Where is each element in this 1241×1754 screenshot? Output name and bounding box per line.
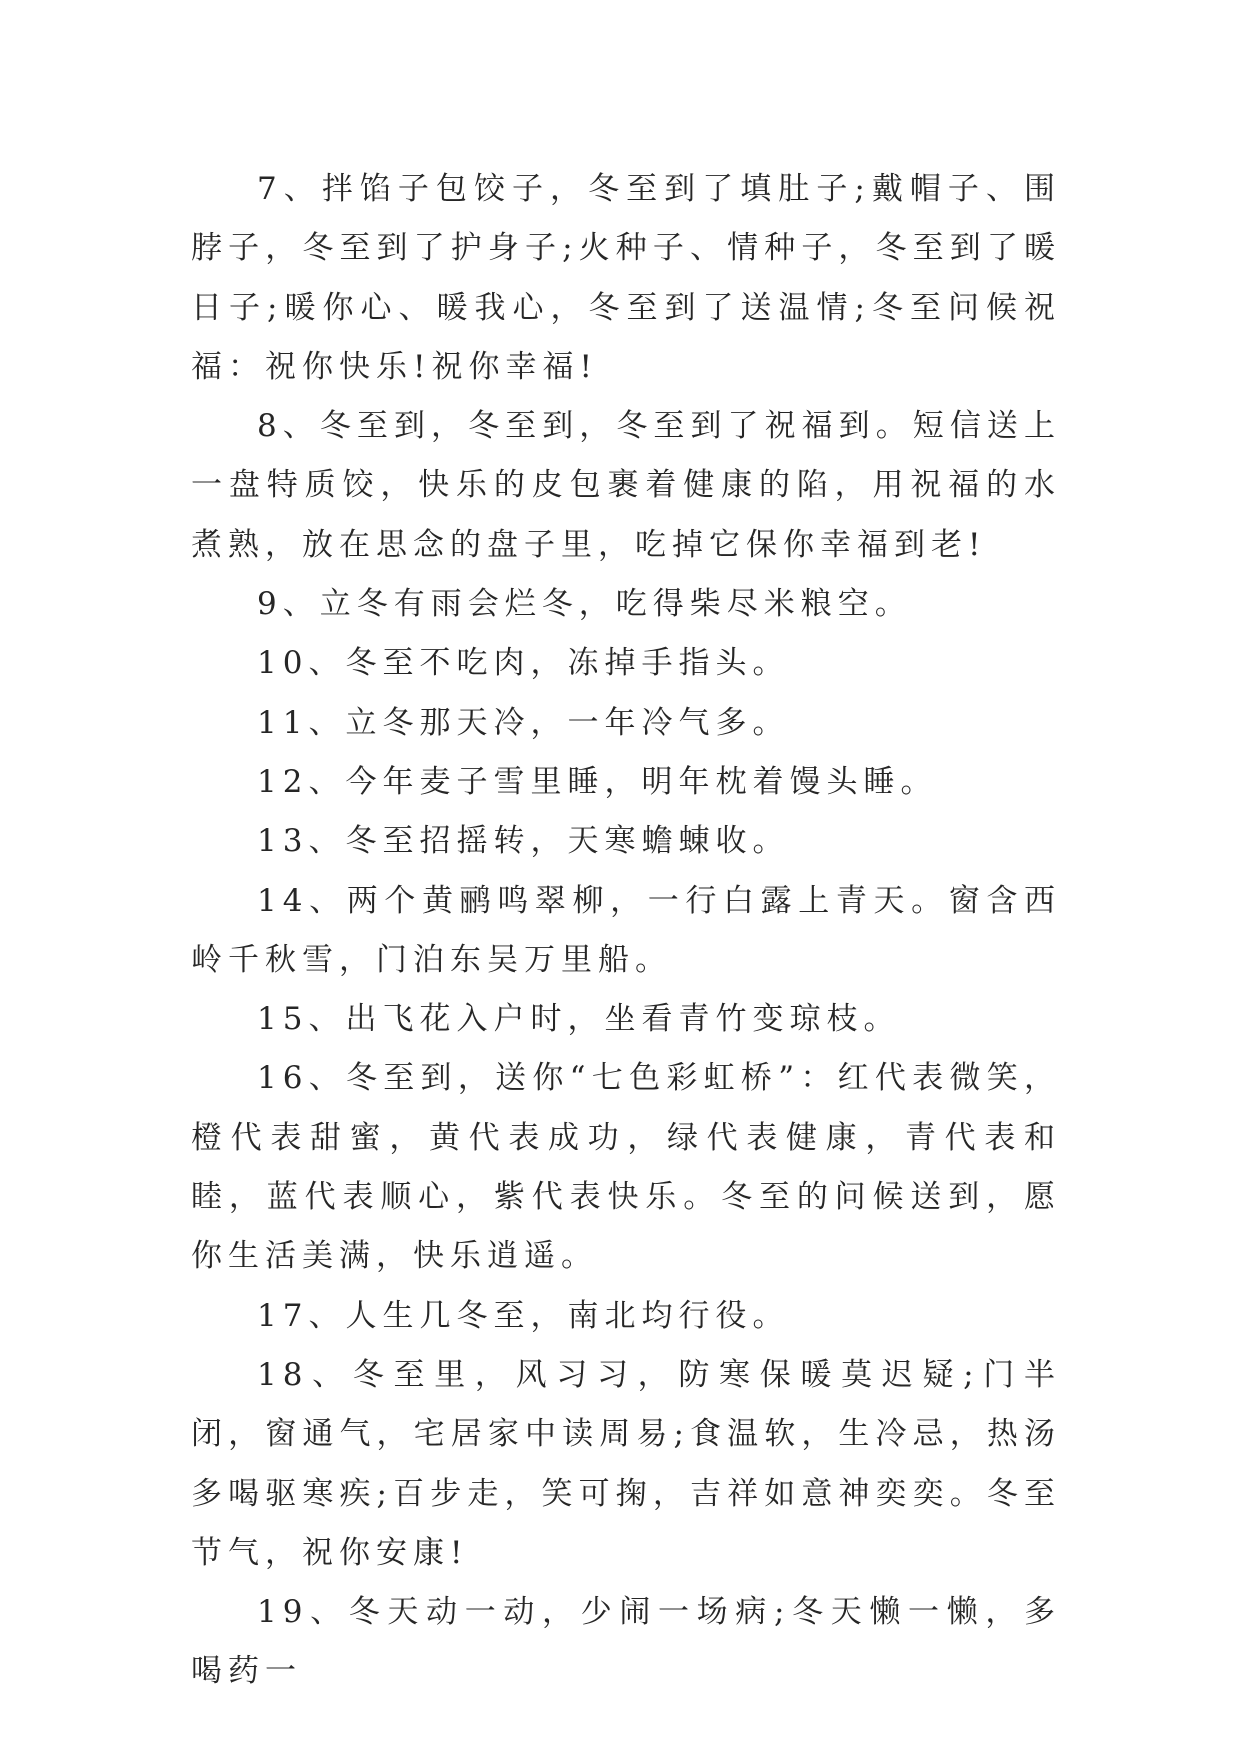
- paragraph-14: 14、两个黄鹂鸣翠柳，一行白露上青天。窗含西岭千秋雪，门泊东吴万里船。: [191, 882, 1061, 978]
- paragraph-15: 15、出飞花入户时，坐看青竹变琼枝。: [257, 1001, 901, 1038]
- paragraph-8: 8、冬至到，冬至到，冬至到了祝福到。短信送上一盘特质饺，快乐的皮包裹着健康的陷，用祝福的水煮熟，放在思念的盘子里，吃掉它保你幸福到老!: [191, 408, 1061, 563]
- paragraph-10: 10、冬至不吃肉，冻掉手指头。: [257, 645, 790, 682]
- document-body: [191, 160, 1061, 1702]
- paragraph-12: 12、今年麦子雪里睡，明年枕着馒头睡。: [257, 763, 938, 800]
- paragraph-17: 17、人生几冬至，南北均行役。: [257, 1297, 790, 1334]
- paragraph-9: 9、立冬有雨会烂冬，吃得柴尽米粮空。: [257, 586, 912, 623]
- paragraph-18: 18、冬至里，风习习，防寒保暖莫迟疑;门半闭，窗通气，宅居家中读周易;食温软，生冷忌，热汤多喝驱寒疾;百步走，笑可掬，吉祥如意神奕奕。冬至节气，祝你安康!: [191, 1356, 1061, 1571]
- paragraph-16: 16、冬至到，送你“七色彩虹桥”：红代表微笑，橙代表甜蜜，黄代表成功，绿代表健康，青代表和睦，蓝代表顺心，紫代表快乐。冬至的问候送到，愿你生活美满，快乐逍遥。: [191, 1060, 1061, 1275]
- paragraph-7: 7、拌馅子包饺子，冬至到了填肚子;戴帽子、围脖子，冬至到了护身子;火种子、情种子，冬至到了暖日子;暖你心、暖我心，冬至到了送温情;冬至问候祝福：祝你快乐!祝你幸福!: [191, 171, 1061, 385]
- paragraph-19: 19、冬天动一动，少闹一场病;冬天懒一懒，多喝药一: [191, 1594, 1061, 1690]
- paragraph-13: 13、冬至招摇转，天寒蟾蝀收。: [257, 823, 790, 860]
- paragraph-11: 11、立冬那天冷，一年冷气多。: [257, 704, 790, 741]
